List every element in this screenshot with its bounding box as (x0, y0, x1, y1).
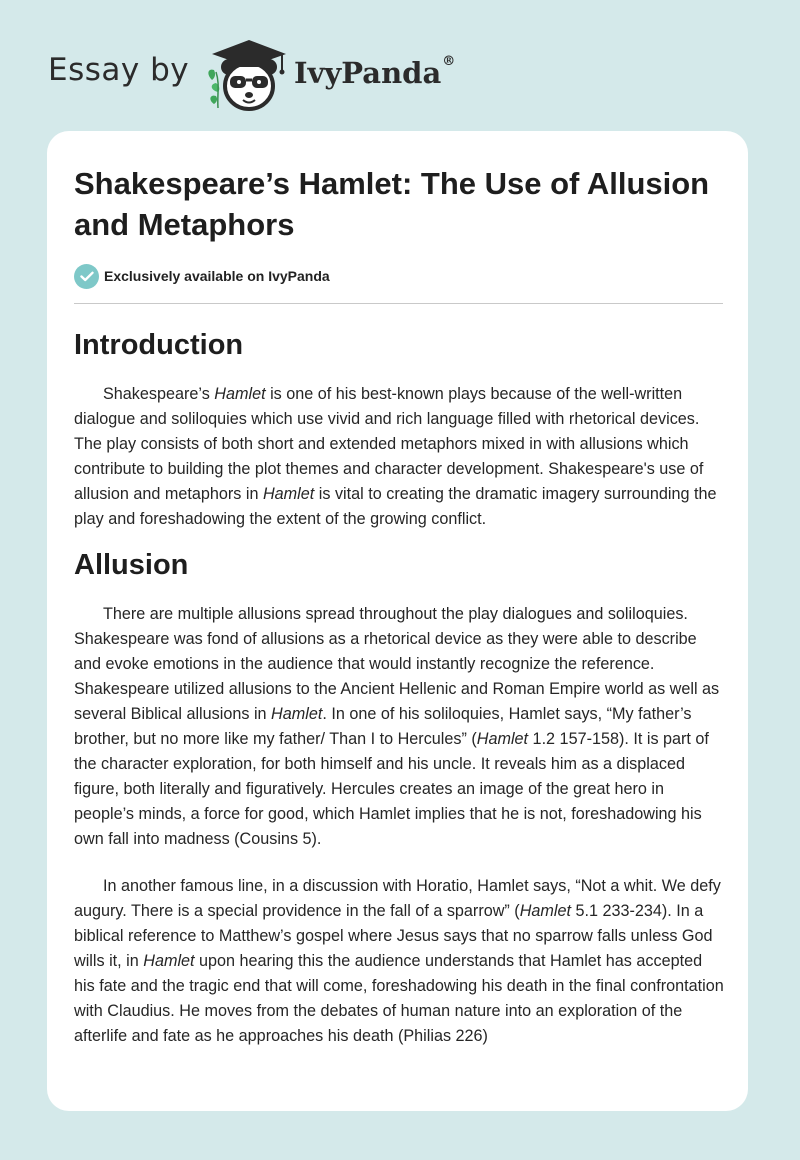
section-heading-allusion: Allusion (74, 549, 189, 581)
paragraph: Shakespeare’s Hamlet is one of his best-known plays because of the well-written dialogue and soliloquies which use vivid and rich language filled with rhetorical devices. The play consists of both short and extended metaphors mixed in with allusions which contribute to building the plot themes and character development. Shakespeare's use of allusion and metaphors in Hamlet is vital to creating the dramatic imagery surrounding the play and foreshadowing the extent of the growing conflict. (74, 385, 717, 528)
essay-by-label: Essay by (48, 52, 190, 88)
section-heading-introduction: Introduction (74, 329, 244, 361)
exclusive-badge-label: Exclusively available on IvyPanda (104, 268, 330, 284)
panda-logo-icon (202, 34, 290, 114)
paragraph: In another famous line, in a discussion with Horatio, Hamlet says, “Not a whit. We defy augury. There is a special providence in the fall of a sparrow” (Hamlet 5.1 233-234). In a biblical reference to Matthew’s gospel where Jesus says that no sparrow falls unless God wills it, in Hamlet upon hearing this the audience understands that Hamlet has accepted his fate and the tragic end that will come, foreshadowing his death in the final confrontation with Claudius. He moves from the debates of human nature into an exploration of the afterlife and fate as he approaches his death (Philias 226) (74, 877, 724, 1045)
essay-content (74, 163, 724, 1049)
site-header (48, 28, 748, 118)
essay-card (47, 131, 748, 1111)
checkmark-icon (74, 264, 99, 289)
registered-mark: ® (442, 54, 456, 69)
paragraph: There are multiple allusions spread throughout the play dialogues and soliloquies. Shakespeare was fond of allusions as a rhetorical device as they were able to describe and evoke emotions in the audience that would instantly recognize the reference. Shakespeare utilized allusions to the Ancient Hellenic and Roman Empire world as well as several Biblical allusions in Hamlet. In one of his soliloquies, Hamlet says, “My father’s brother, but no more like my father/ Than I to Hercules” (Hamlet 1.2 157-158). It is part of the character exploration, for both himself and his uncle. It reveals him as a displaced figure, both literally and figuratively. Hercules creates an image of the great hero in people’s minds, a force for good, which Hamlet implies that he is not, foreshadowing his own fall into madness (Cousins 5). (74, 605, 720, 848)
exclusive-badge (74, 263, 724, 289)
divider (74, 303, 723, 304)
brand-name: IvyPanda® (294, 54, 456, 90)
essay-title: Shakespeare’s Hamlet: The Use of Allusion and Metaphors (74, 166, 710, 242)
